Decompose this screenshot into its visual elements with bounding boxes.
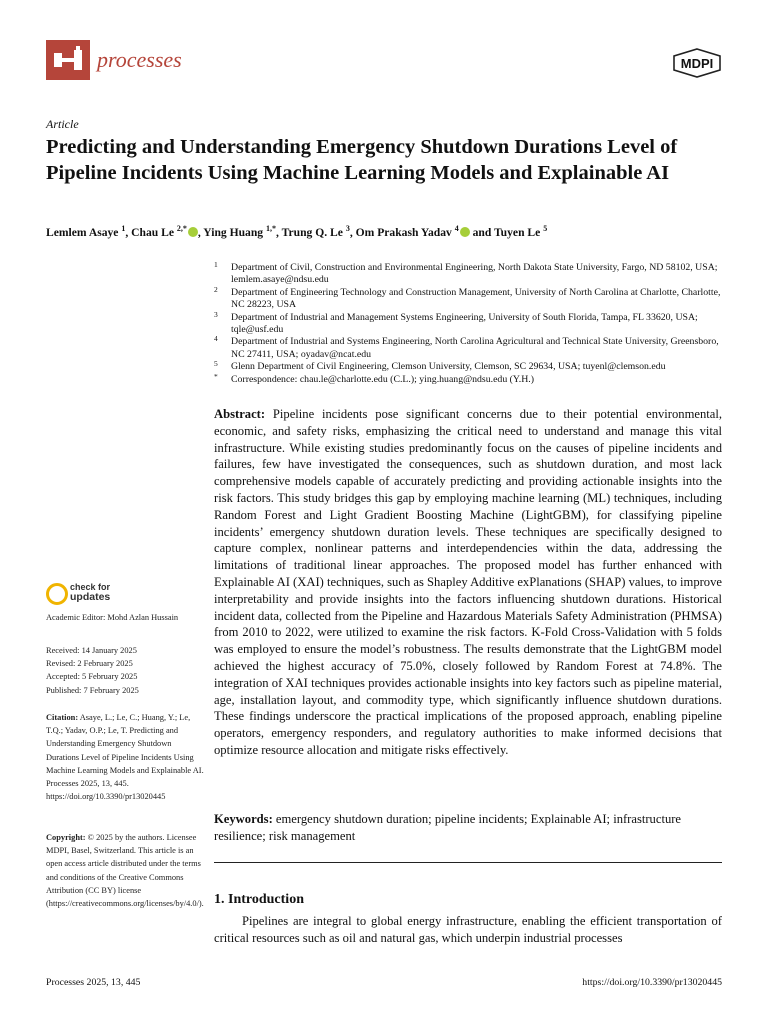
published-date: Published: 7 February 2025 [46, 685, 139, 695]
author-affil-sup: 1 [121, 224, 126, 233]
dates [46, 644, 204, 697]
author-affil-sup: 5 [543, 224, 548, 233]
keywords [214, 811, 722, 845]
author-name[interactable]: Om Prakash Yadav [355, 225, 452, 239]
revised-date: Revised: 2 February 2025 [46, 659, 133, 669]
check-updates-line2: updates [70, 591, 111, 603]
orcid-icon[interactable] [460, 227, 470, 237]
author-name[interactable]: Ying Huang [203, 225, 264, 239]
journal-name[interactable]: processes [97, 47, 182, 72]
check-updates-icon [46, 583, 68, 605]
copyright-label: Copyright: [46, 833, 86, 842]
intro-paragraph: Pipelines are integral to global energy infrastructure, enabling the efficient transportation of critical resources such as oil and natural gas, which underpin industrial processes [214, 914, 722, 945]
keywords-label: Keywords: [214, 812, 273, 826]
author-name[interactable]: Tuyen Le [494, 225, 541, 239]
citation-text[interactable]: Asaye, L.; Le, C.; Huang, Y.; Le, T.Q.; Yadav, O.P.; Le, T. Predicting and Understanding Emergency Shutdown Durations Level of Pipeline Incidents Using Machine Learning Models and Explainable AI. Processes 2025, 13, 445. https://doi.org/10.3390/pr13020445 [46, 713, 204, 802]
section-divider [214, 862, 722, 863]
received-date: Received: 14 January 2025 [46, 646, 137, 655]
footer-doi-link[interactable]: https://doi.org/10.3390/pr13020445 [582, 977, 722, 988]
author-name[interactable]: Trung Q. Le [281, 225, 343, 239]
abstract-text: Pipeline incidents pose significant concerns due to their potential environmental, economic, and safety risks, emphasizing the critical need to understand and manage this vital infrastructure. While existing studies predominantly focus on the causes of pipeline incidents and failures, few have investigated the consequences, such as shutdown duration, and most lack comprehensive models capable of accurately predicting and providing actionable insights into the risk factors. This study bridges this gap by employing machine learning (ML) techniques, including Random Forest and Light Gradient Boosting Machine (LightGBM), for classifying pipeline incidents’ emergency shutdown duration levels. These techniques are specifically designed to capture complex, nonlinear patterns and interdependencies within the data, addressing the limitations of traditional linear approaches. The proposed model has further enhanced with Explainable AI (XAI) techniques, such as Shapley Additive exPlanations (SHAP) values, to improve interpretability and provide insights into the factors influencing shutdown durations. Historical incident data, collected from the Pipeline and Hazardous Materials Safety Administration (PHMSA) from 2010 to 2022, were utilized to examine the risk factors. K-Fold Cross-Validation with 5 folds was employed to ensure the model’s robustness. The results demonstrate that the LightGBM model achieved the highest accuracy of 75.0%, closely followed by Random Forest at 74.8%. The integration of XAI techniques provides actionable insights into key factors such as pipeline material, age, installation layout, and commodity type, which significantly influence shutdown durations. These findings underscore the practical implications of the proposed approach, enabling pipeline operators, emergency responders, and regulatory authorities to make informed decisions that optimize resource allocation and mitigate risks effectively. [214, 407, 722, 757]
affiliation-item: 4 Department of Industrial and Systems Engineering, North Carolina Agricultural and Technical State University, Greensboro, NC 27411, USA; oyadav@ncat.edu [214, 334, 719, 360]
affiliation-item: 1 Department of Civil, Construction and Environmental Engineering, North Dakota State University, Fargo, ND 58102, USA; lemlem.asaye@ndsu.edu [214, 260, 718, 286]
journal-logo [46, 40, 90, 80]
author-affil-sup: 3 [345, 224, 350, 233]
article-title: Predicting and Understanding Emergency Shutdown Durations Level of Pipeline Incidents Using Machine Learning Models and Explainable AI [46, 136, 678, 184]
author-name[interactable]: Chau Le [131, 225, 174, 239]
affiliations [214, 262, 734, 386]
check-updates-line1: check for [70, 582, 111, 592]
orcid-icon[interactable] [188, 227, 198, 237]
citation [46, 711, 204, 803]
author-affil-sup: 2,* [176, 224, 187, 233]
affiliation-item: 5 Glenn Department of Civil Engineering, Clemson University, Clemson, SC 29634, USA; tuyenl@clemson.edu [214, 359, 666, 373]
publisher-name: MDPI [680, 56, 714, 71]
section-heading: 1. Introduction [214, 892, 304, 907]
author-affil-sup: 4 [454, 224, 459, 233]
citation-label: Citation: [46, 713, 79, 722]
author-name[interactable]: Lemlem Asaye [46, 225, 119, 239]
mdpi-logo[interactable] [672, 48, 722, 82]
abstract-label: Abstract: [214, 407, 266, 421]
copyright-text: © 2025 by the authors. Licensee MDPI, Basel, Switzerland. This article is an open access article distributed under the terms and conditions of the Creative Commons Attribution (CC BY) license (https://creativecommons.org/licenses/by/4.0/). [46, 833, 204, 909]
affiliation-item: 3 Department of Industrial and Management Systems Engineering, University of South Florida, Tampa, FL 33620, USA; tqle@usf.edu [214, 309, 698, 336]
affiliation-item: 2 Department of Engineering Technology and Construction Management, University of North Carolina at Charlotte, Charlotte, NC 28223, USA [214, 284, 721, 311]
correspondence: * Correspondence: chau.le@charlotte.edu (C.L.); ying.huang@ndsu.edu (Y.H.) [214, 371, 534, 385]
copyright [46, 831, 204, 910]
accepted-date: Accepted: 5 February 2025 [46, 672, 138, 682]
abstract [214, 406, 722, 759]
article-type: Article [46, 117, 79, 131]
academic-editor: Academic Editor: Mohd Azlan Hussain [46, 613, 179, 622]
author-list: Lemlem Asaye $^1$, Chau Le $^{2,*}$ , Ying Huang $^{1,*}$, Trung Q. Le $^3$, Om Prakash Yadav $^4$ and Tuyen Le $^5$ [46, 224, 548, 239]
processes-logo-icon [46, 40, 90, 80]
author-affil-sup: 1,* [266, 224, 277, 233]
keywords-text: emergency shutdown duration; pipeline incidents; Explainable AI; infrastructure resilience; risk management [214, 812, 682, 843]
footer-journal-ref: Processes 2025, 13, 445 [46, 977, 141, 988]
